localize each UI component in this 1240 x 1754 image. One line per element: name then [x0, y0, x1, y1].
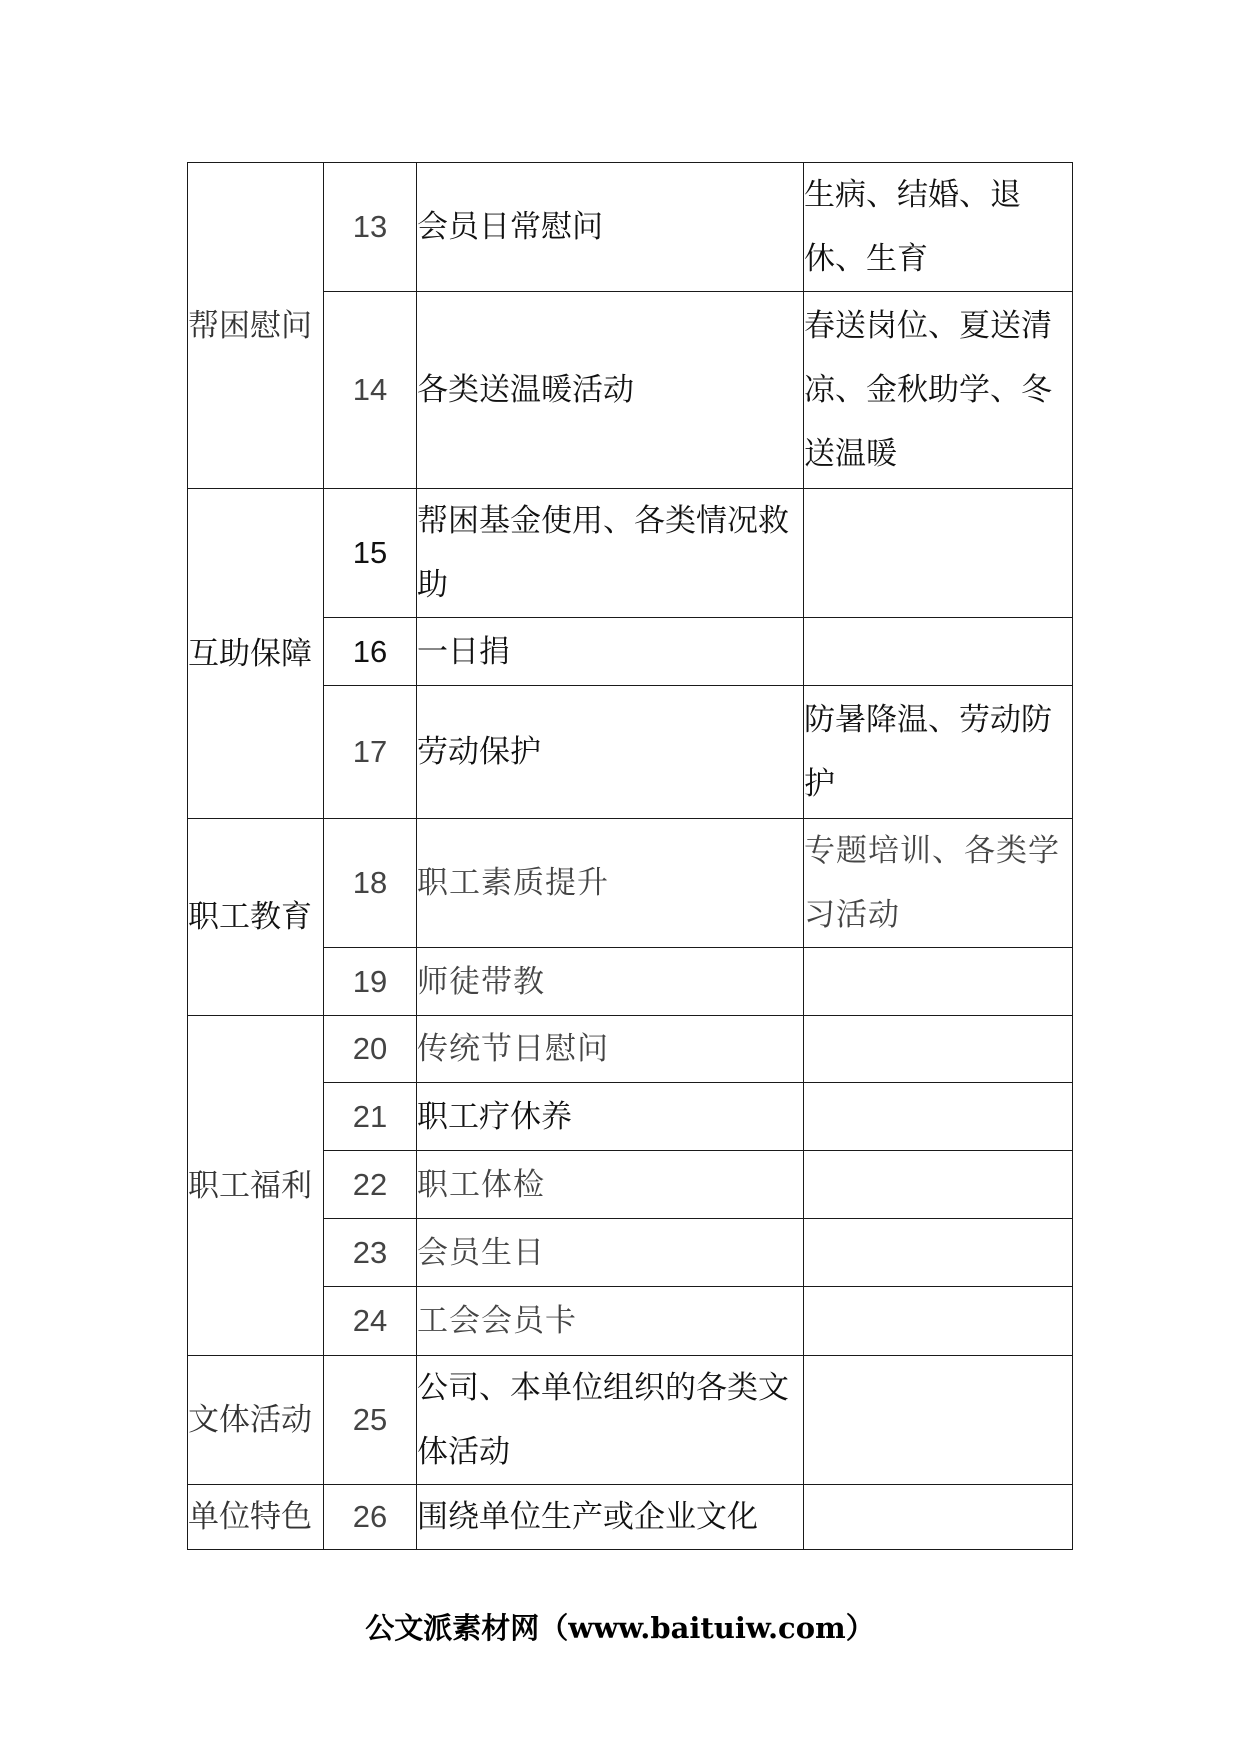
note-cell	[804, 489, 1073, 618]
note-cell	[804, 1485, 1073, 1550]
item-cell: 师徒带教	[417, 948, 804, 1016]
table-row	[188, 1356, 1073, 1485]
note-cell: 防暑降温、劳动防护	[804, 686, 1073, 819]
category-cell: 职工教育	[188, 819, 324, 1016]
item-cell: 会员日常慰问	[417, 163, 804, 292]
item-cell: 围绕单位生产或企业文化	[417, 1485, 804, 1550]
note-cell	[804, 1083, 1073, 1151]
row-number: 25	[324, 1356, 417, 1485]
row-number: 15	[324, 489, 417, 618]
item-cell: 传统节日慰问	[417, 1016, 804, 1083]
row-number: 26	[324, 1485, 417, 1550]
table-row	[188, 819, 1073, 948]
category-cell: 帮困慰问	[188, 163, 324, 489]
item-cell: 一日捐	[417, 618, 804, 686]
note-cell	[804, 618, 1073, 686]
row-number: 14	[324, 292, 417, 489]
footer-watermark: 公文派素材网（www.baituiw.com）	[365, 1611, 875, 1645]
row-number: 18	[324, 819, 417, 948]
category-cell: 互助保障	[188, 489, 324, 819]
row-number: 16	[324, 618, 417, 686]
category-cell: 文体活动	[188, 1356, 324, 1485]
item-cell: 工会会员卡	[417, 1287, 804, 1356]
note-cell	[804, 948, 1073, 1016]
note-cell	[804, 1219, 1073, 1287]
row-number: 13	[324, 163, 417, 292]
row-number: 20	[324, 1016, 417, 1083]
item-cell: 职工体检	[417, 1151, 804, 1219]
table-row	[188, 1016, 1073, 1083]
row-number: 23	[324, 1219, 417, 1287]
note-cell: 春送岗位、夏送清凉、金秋助学、冬送温暖	[804, 292, 1073, 489]
category-cell: 职工福利	[188, 1016, 324, 1356]
service-items-table	[187, 162, 1073, 1550]
item-cell: 公司、本单位组织的各类文体活动	[417, 1356, 804, 1485]
note-cell: 专题培训、各类学习活动	[804, 819, 1073, 948]
table-row	[188, 489, 1073, 618]
note-cell: 生病、结婚、退休、生育	[804, 163, 1073, 292]
item-cell: 各类送温暖活动	[417, 292, 804, 489]
note-cell	[804, 1151, 1073, 1219]
item-cell: 会员生日	[417, 1219, 804, 1287]
note-cell	[804, 1287, 1073, 1356]
row-number: 19	[324, 948, 417, 1016]
category-cell: 单位特色	[188, 1485, 324, 1550]
item-cell: 职工素质提升	[417, 819, 804, 948]
row-number: 21	[324, 1083, 417, 1151]
row-number: 24	[324, 1287, 417, 1356]
note-cell	[804, 1356, 1073, 1485]
row-number: 22	[324, 1151, 417, 1219]
item-cell: 劳动保护	[417, 686, 804, 819]
item-cell: 职工疗休养	[417, 1083, 804, 1151]
item-cell: 帮困基金使用、各类情况救助	[417, 489, 804, 618]
row-number: 17	[324, 686, 417, 819]
note-cell	[804, 1016, 1073, 1083]
table-row	[188, 163, 1073, 292]
table-row	[188, 1485, 1073, 1550]
